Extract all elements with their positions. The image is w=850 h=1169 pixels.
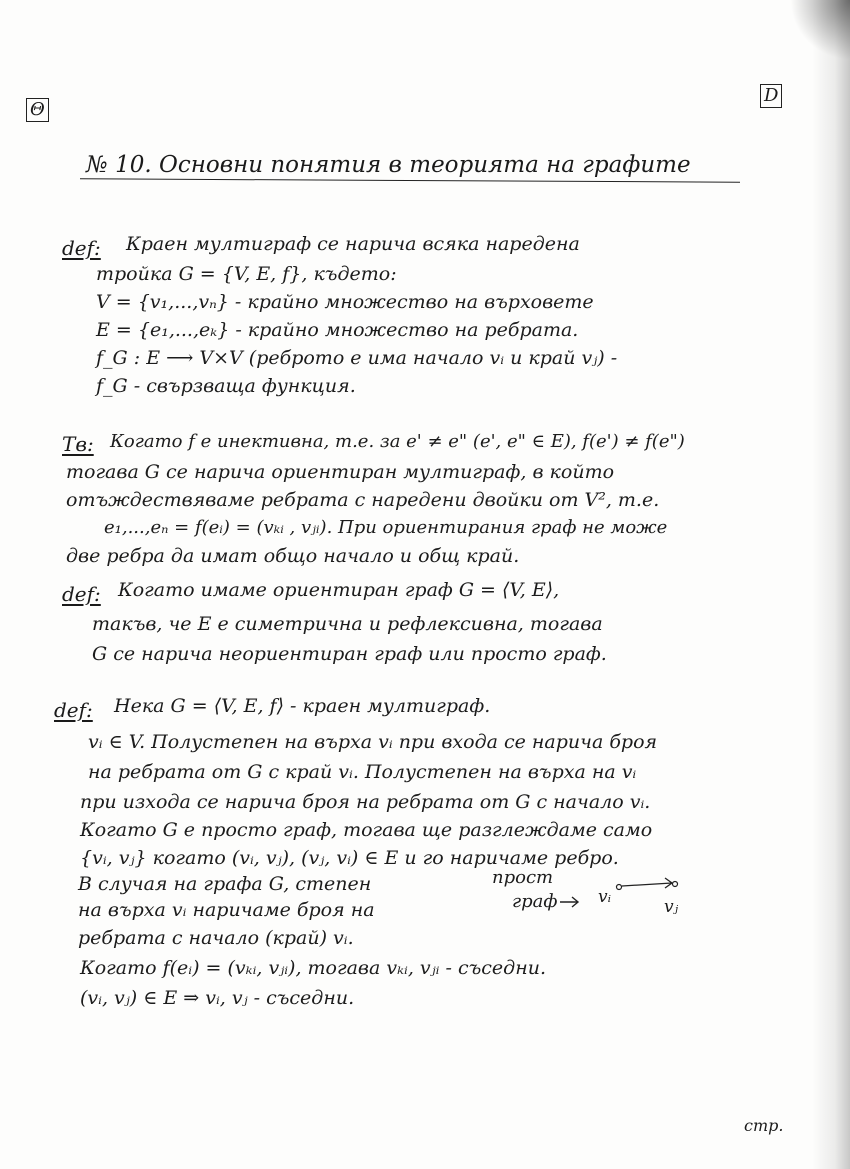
section2-line: две ребра да имат общо начало и общ край.: [66, 545, 520, 567]
section4-line: В случая на графа G, степен: [78, 873, 372, 895]
page-title: № 10. Основни понятия в теорията на графите: [86, 152, 691, 178]
section4-line: Когато G е просто граф, тогава ще разглеждаме само: [80, 819, 653, 841]
section3-line: Когато имаме ориентиран граф G = ⟨V, E⟩,: [118, 579, 560, 601]
diagram-label-top: прост: [492, 867, 554, 888]
section2-line: Когато f е инективна, т.е. за e' ≠ e" (e', e" ∈ E), f(e') ≠ f(e"): [110, 431, 685, 452]
scan-shadow-edge: [812, 0, 850, 1169]
right-corner-mark: D: [760, 84, 782, 108]
section4-line: на ребрата от G с край vᵢ. Полустепен на върха на vᵢ: [88, 761, 637, 783]
section4-line: vᵢ ∈ V. Полустепен на върха vᵢ при входа се нарича броя: [88, 731, 658, 753]
diagram-pointer-arrow: [558, 895, 582, 909]
section1-line: f_G - свързваща функция.: [96, 375, 356, 397]
section2-line: тогава G се нарича ориентиран мултиграф, в който: [66, 461, 615, 483]
section1-line: тройка G = {V, E, f}, където:: [96, 263, 397, 285]
diagram-node-to: vⱼ: [664, 897, 679, 917]
scan-shadow-corner: [790, 0, 850, 60]
section4-label: def:: [54, 698, 93, 722]
section4-line: на върха vᵢ наричаме броя на: [78, 899, 375, 921]
simple-graph-diagram: [488, 865, 708, 925]
section4-line: {vᵢ, vⱼ} когато (vᵢ, vⱼ), (vⱼ, vᵢ) ∈ E и го наричаме ребро.: [80, 847, 619, 869]
diagram-edge-arrow: [614, 875, 680, 895]
left-corner-mark: Θ: [26, 98, 49, 122]
section2-label: Тв:: [62, 432, 94, 456]
section4-line: при изхода се нарича броя на ребрата от G с начало vᵢ.: [80, 791, 651, 813]
diagram-label-bottom: граф: [512, 891, 558, 912]
section1-line: V = {v₁,...,vₙ} - крайно множество на върховете: [96, 291, 594, 313]
section2-line: отъждествяваме ребрата с наредени двойки от V², т.е.: [66, 489, 660, 511]
section3-label: def:: [62, 582, 101, 606]
page-footer-note: стр.: [744, 1116, 784, 1135]
section3-line: такъв, че E е симетрична и рефлексивна, тогава: [92, 613, 603, 635]
section3-line: G се нарича неориентиран граф или просто граф.: [92, 643, 607, 665]
section1-line: E = {e₁,...,eₖ} - крайно множество на ребрата.: [96, 319, 579, 341]
section4-line: Когато f(eᵢ) = (vₖᵢ, vⱼᵢ), тогава vₖᵢ, vⱼᵢ - съседни.: [80, 957, 547, 979]
section1-label: def:: [62, 236, 101, 260]
section4-line: (vᵢ, vⱼ) ∈ E ⇒ vᵢ, vⱼ - съседни.: [80, 987, 355, 1009]
diagram-node-from: vᵢ: [598, 887, 612, 907]
section2-line: e₁,...,eₙ = f(eᵢ) = (vₖᵢ , vⱼᵢ). При ориентирания граф не може: [104, 517, 668, 538]
section4-line: Нека G = ⟨V, E, f⟩ - краен мултиграф.: [114, 695, 491, 717]
section4-line: ребрата с начало (край) vᵢ.: [78, 927, 354, 949]
section1-line: Краен мултиграф се нарича всяка наредена: [126, 233, 580, 255]
section1-line: f_G : E ⟶ V×V (реброто е има начало vᵢ и край vⱼ) -: [96, 347, 618, 369]
